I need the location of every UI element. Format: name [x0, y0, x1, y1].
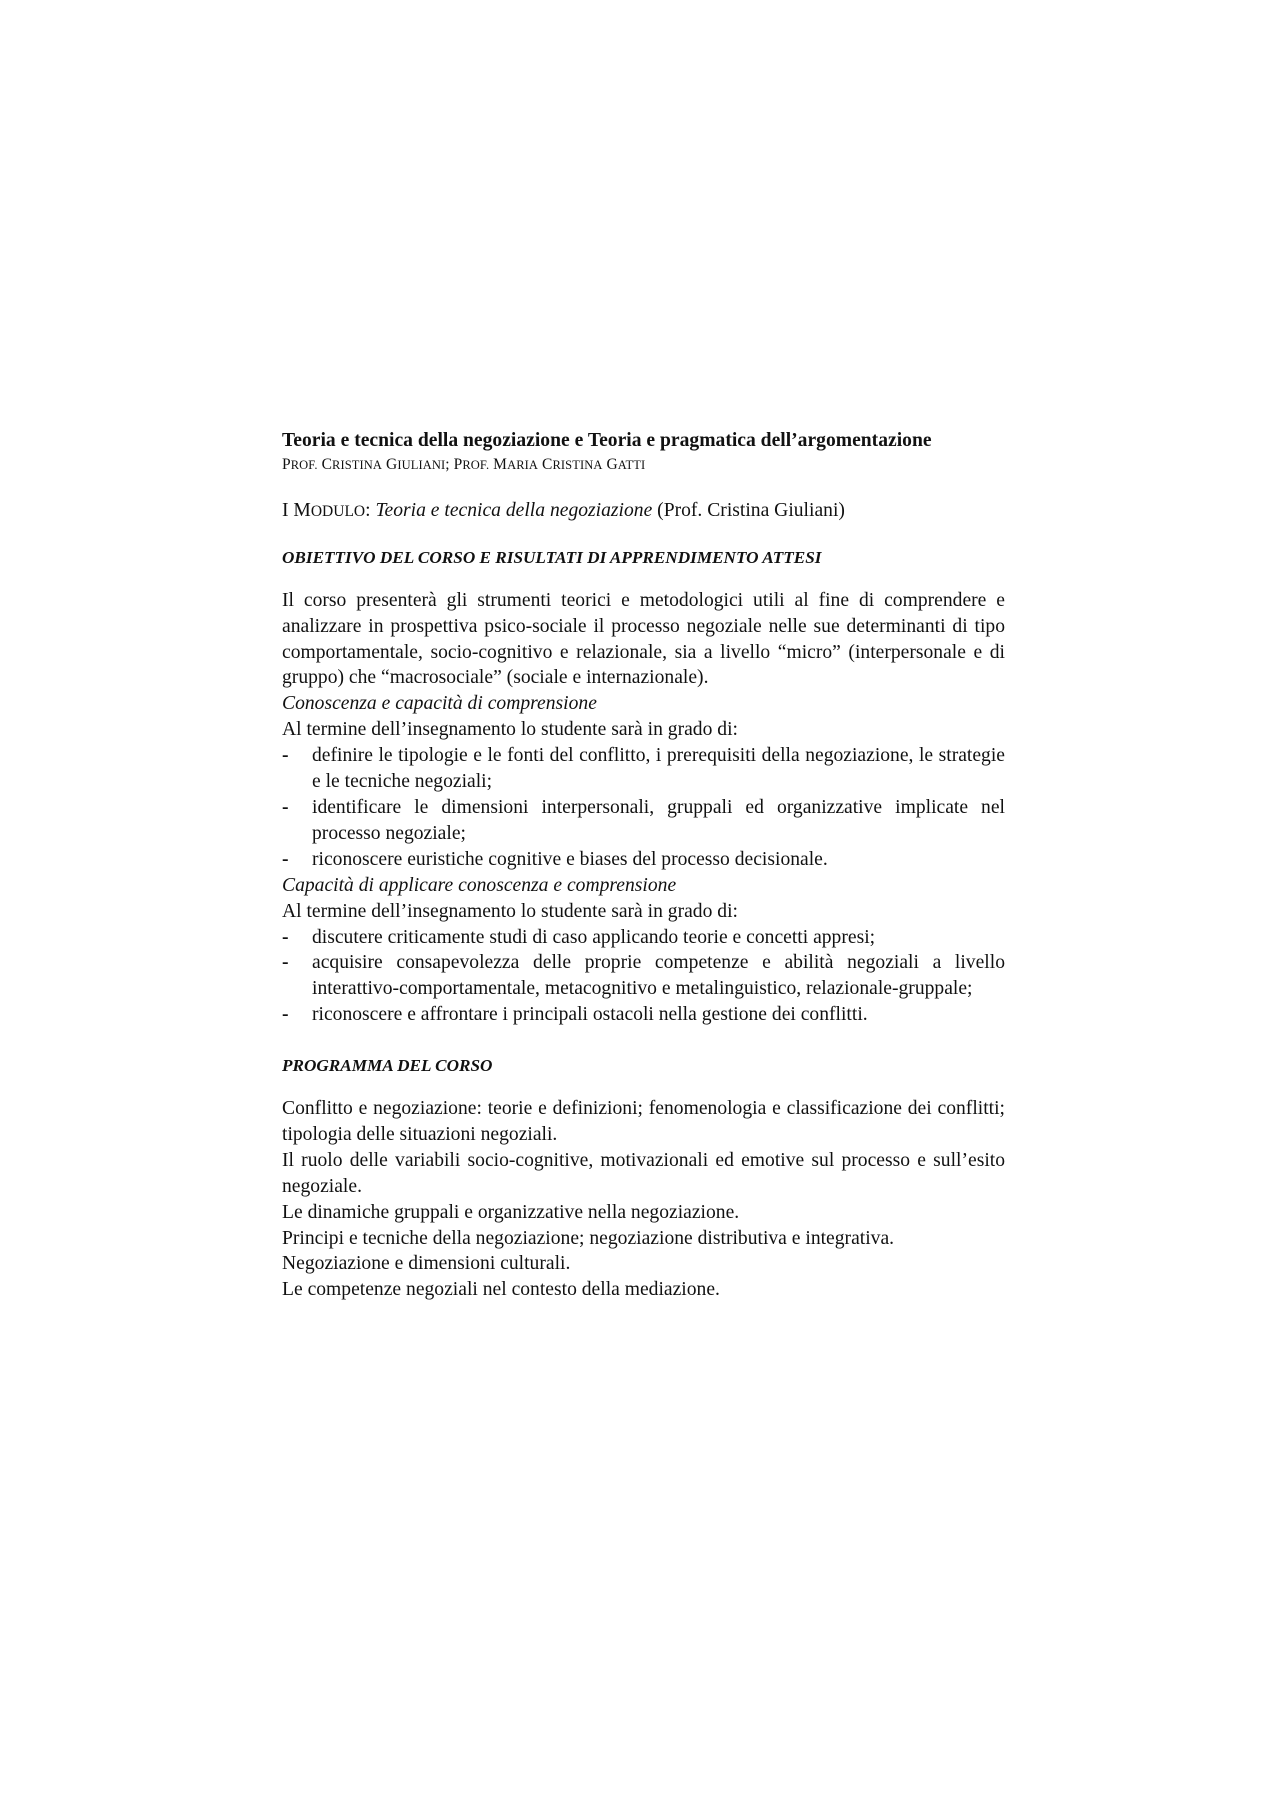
- prof2-initial: M: [493, 455, 508, 473]
- list-item: - acquisire consapevolezza delle proprie competenze e abilità negoziali a livello interattivo-comportamentale, metacognitivo e metalinguistico, relazionale-gruppale;: [282, 950, 1005, 1002]
- list-item: - riconoscere e affrontare i principali ostacoli nella gestione dei conflitti.: [282, 1002, 1005, 1028]
- prof1-surname: IULIANI: [397, 457, 446, 472]
- program-line: Principi e tecniche della negoziazione; negoziazione distributiva e integrativa.: [282, 1227, 895, 1249]
- prof2-name: ARIA: [507, 457, 539, 472]
- prof2-title: ROF.: [462, 457, 490, 472]
- prof2-surname-initial: G: [606, 455, 618, 473]
- program-line: Le dinamiche gruppali e organizzative nella negoziazione.: [282, 1201, 740, 1223]
- module-teacher: (Prof. Cristina Giuliani): [652, 499, 845, 521]
- knowledge-list: [282, 743, 1005, 873]
- professors-line: [282, 454, 1005, 476]
- prof2-middle-initial: C: [542, 455, 553, 473]
- program-heading: PROGRAMMA DEL CORSO: [282, 1056, 493, 1076]
- knowledge-title: Conoscenza e capacità di comprensione: [282, 693, 597, 715]
- program-line: Negoziazione e dimensioni culturali.: [282, 1253, 571, 1275]
- program-line: Le competenze negoziali nel contesto della mediazione.: [282, 1279, 720, 1301]
- course-title: Teoria e tecnica della negoziazione e Teoria e pragmatica dell’argomentazione: [282, 430, 932, 451]
- program-line: Il ruolo delle variabili socio-cognitive, motivazionali ed emotive sul processo e sull’esito negoziale.: [282, 1149, 1005, 1197]
- document-page: [282, 428, 1005, 1303]
- apply-lead: Al termine dell’insegnamento lo studente sarà in grado di:: [282, 900, 738, 922]
- prof1-initial: C: [321, 455, 333, 473]
- list-item: - discutere criticamente studi di caso applicando teorie e concetti appresi;: [282, 925, 1005, 951]
- knowledge-lead: Al termine dell’insegnamento lo studente sarà in grado di:: [282, 719, 738, 741]
- module-label-sc: ODULO: [310, 502, 366, 520]
- module-label: I M: [282, 499, 311, 521]
- module-line: [282, 498, 1005, 525]
- list-item: - riconoscere euristiche cognitive e biases del processo decisionale.: [282, 847, 1005, 873]
- prof1-prefix: P: [282, 455, 291, 473]
- objectives-heading: OBIETTIVO DEL CORSO E RISULTATI DI APPRENDIMENTO ATTESI: [282, 547, 822, 567]
- list-item: - identificare le dimensioni interpersonali, gruppali ed organizzative implicate nel processo negoziale;: [282, 795, 1005, 847]
- objectives-intro: Il corso presenterà gli strumenti teorici e metodologici utili al fine di comprendere e analizzare in prospettiva psico-sociale il processo negoziale nelle sue determinanti di tipo comportamentale, socio-cognitivo e relazionale, sia a livello “micro” (interpersonale e di gruppo) che “macrosociale” (sociale e internazionale).: [282, 589, 1005, 689]
- prof1-name: RISTINA: [332, 457, 383, 472]
- prof1-surname-initial: G: [386, 455, 398, 473]
- apply-list: [282, 925, 1005, 1029]
- list-item: - definire le tipologie e le fonti del conflitto, i prerequisiti della negoziazione, le strategie e le tecniche negoziali;: [282, 743, 1005, 795]
- apply-title: Capacità di applicare conoscenza e comprensione: [282, 874, 677, 896]
- module-colon: :: [365, 499, 376, 521]
- prof1-title: ROF.: [290, 457, 318, 472]
- professors-separator: ;: [445, 455, 454, 473]
- module-name: Teoria e tecnica della negoziazione: [375, 499, 653, 521]
- prof2-surname: ATTI: [617, 457, 646, 472]
- program-line: Conflitto e negoziazione: teorie e definizioni; fenomenologia e classificazione dei conflitti; tipologia delle situazioni negoziali.: [282, 1098, 1005, 1145]
- prof2-prefix: P: [453, 455, 463, 473]
- prof2-middle: RISTINA: [552, 457, 603, 472]
